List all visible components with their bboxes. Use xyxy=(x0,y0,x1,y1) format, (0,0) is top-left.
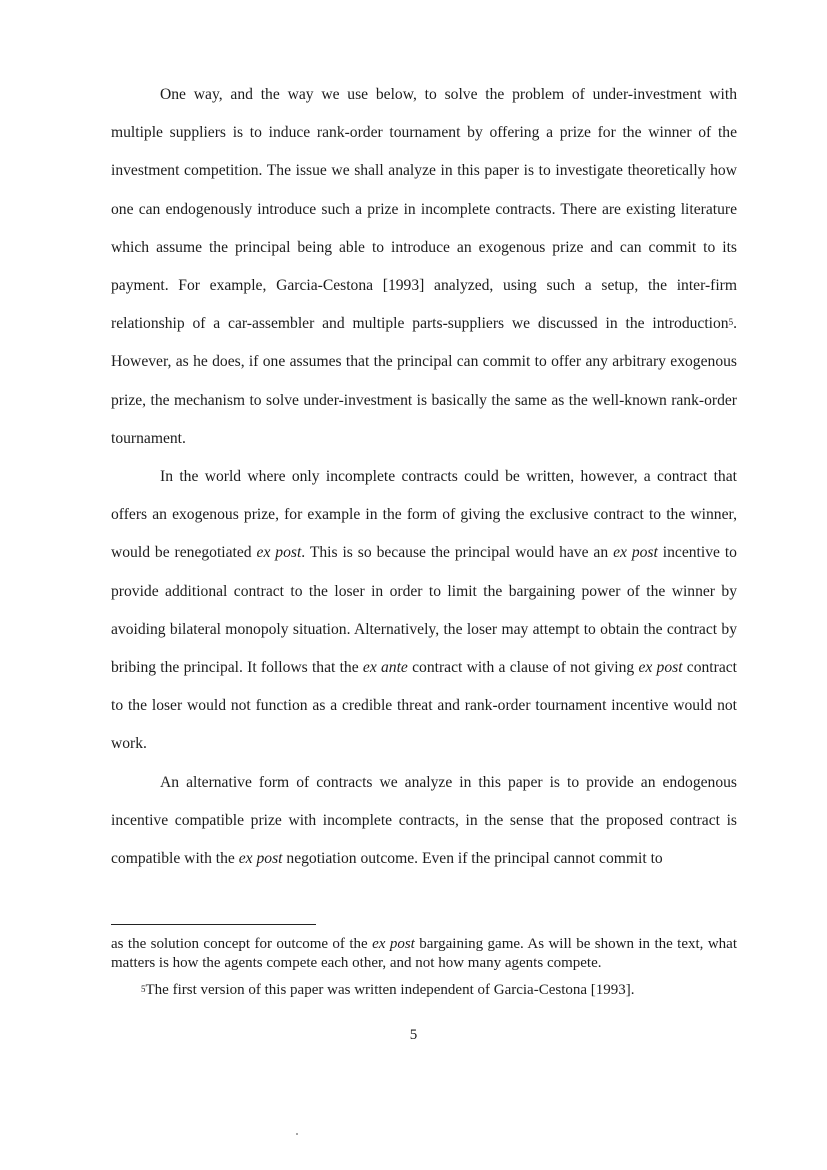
italic-ex-ante: ex ante xyxy=(362,659,408,677)
paragraph-2-text-a: In the world where only incomplete contracts could be written, however, a contract that offers an exogenous prize, for example in the form of giving the exclusive contract to the winner, would be renegotiated xyxy=(111,468,737,562)
page-number: 5 xyxy=(409,1027,418,1043)
paragraph-3 xyxy=(111,764,737,879)
scan-speck xyxy=(296,1133,298,1135)
paragraph-3-text-a: An alternative form of contracts we analyze in this paper is to provide an endogenous incentive compatible prize with incomplete contracts, in the sense that the proposed contract is compatible with the xyxy=(111,773,737,868)
footnote-continuation-text-b: bargaining game. As will be shown in the text, what matters is how the agents compete each other, and not how many agents compete. xyxy=(111,936,738,971)
paragraph-1-text-a: One way, and the way we use below, to solve the problem of under-investment with multiple suppliers is to induce rank-order tournament by offering a prize for the winner of the investment competition. The issue we shall analyze in this paper is to investigate theoretically how one can endogenously introduce such a prize in incomplete contracts. There are existing literature which assume the principal being able to introduce an exogenous prize and can commit to its payment. For example, Garcia-Cestona [1993] analyzed, using such a setup, the inter-firm relationship of a car-assembler and multiple parts-suppliers we discussed in the introduction xyxy=(111,86,737,333)
footnote-separator xyxy=(111,924,316,925)
footnote-5-reference: 5 xyxy=(728,317,734,328)
paragraph-1-text-b: . However, as he does, if one assumes that the principal can commit to offer any arbitrary exogenous prize, the mechanism to solve under-investment is basically the same as the well-known rank-order tournament. xyxy=(111,315,737,447)
footnote-continuation-text-a: as the solution concept for outcome of the xyxy=(111,936,373,952)
paragraph-2 xyxy=(111,458,737,764)
paragraph-2-text-d: contract with a clause of not giving xyxy=(407,659,639,677)
footnote-5 xyxy=(111,981,737,1000)
footnote-5-marker: 5 xyxy=(141,984,146,994)
italic-ex-post-3: ex post xyxy=(638,659,683,677)
footnote-continuation xyxy=(111,935,737,973)
footnote-italic-ex-post: ex post xyxy=(372,936,415,952)
footnote-5-text: The first version of this paper was written independent of Garcia-Cestona [1993]. xyxy=(145,982,635,998)
italic-ex-post-2: ex post xyxy=(613,544,658,562)
paragraph-1 xyxy=(111,76,737,458)
paragraph-2-text-c: incentive to provide additional contract to the loser in order to limit the bargaining power of the winner by avoiding bilateral monopoly situation. Alternatively, the loser may attempt to obtain the contract by bribing the principal. It follows that the xyxy=(111,544,737,677)
footnotes xyxy=(111,935,737,1000)
italic-ex-post-1: ex post xyxy=(256,544,302,562)
paragraph-3-text-b: negotiation outcome. Even if the principal cannot commit to xyxy=(282,850,663,868)
italic-ex-post-4: ex post xyxy=(238,850,283,868)
paragraph-2-text-b: . This is so because the principal would have an xyxy=(301,544,614,562)
paragraph-2-text-e: contract to the loser would not function as a credible threat and rank-order tournament incentive would not work. xyxy=(111,659,737,753)
body-text xyxy=(111,76,737,878)
